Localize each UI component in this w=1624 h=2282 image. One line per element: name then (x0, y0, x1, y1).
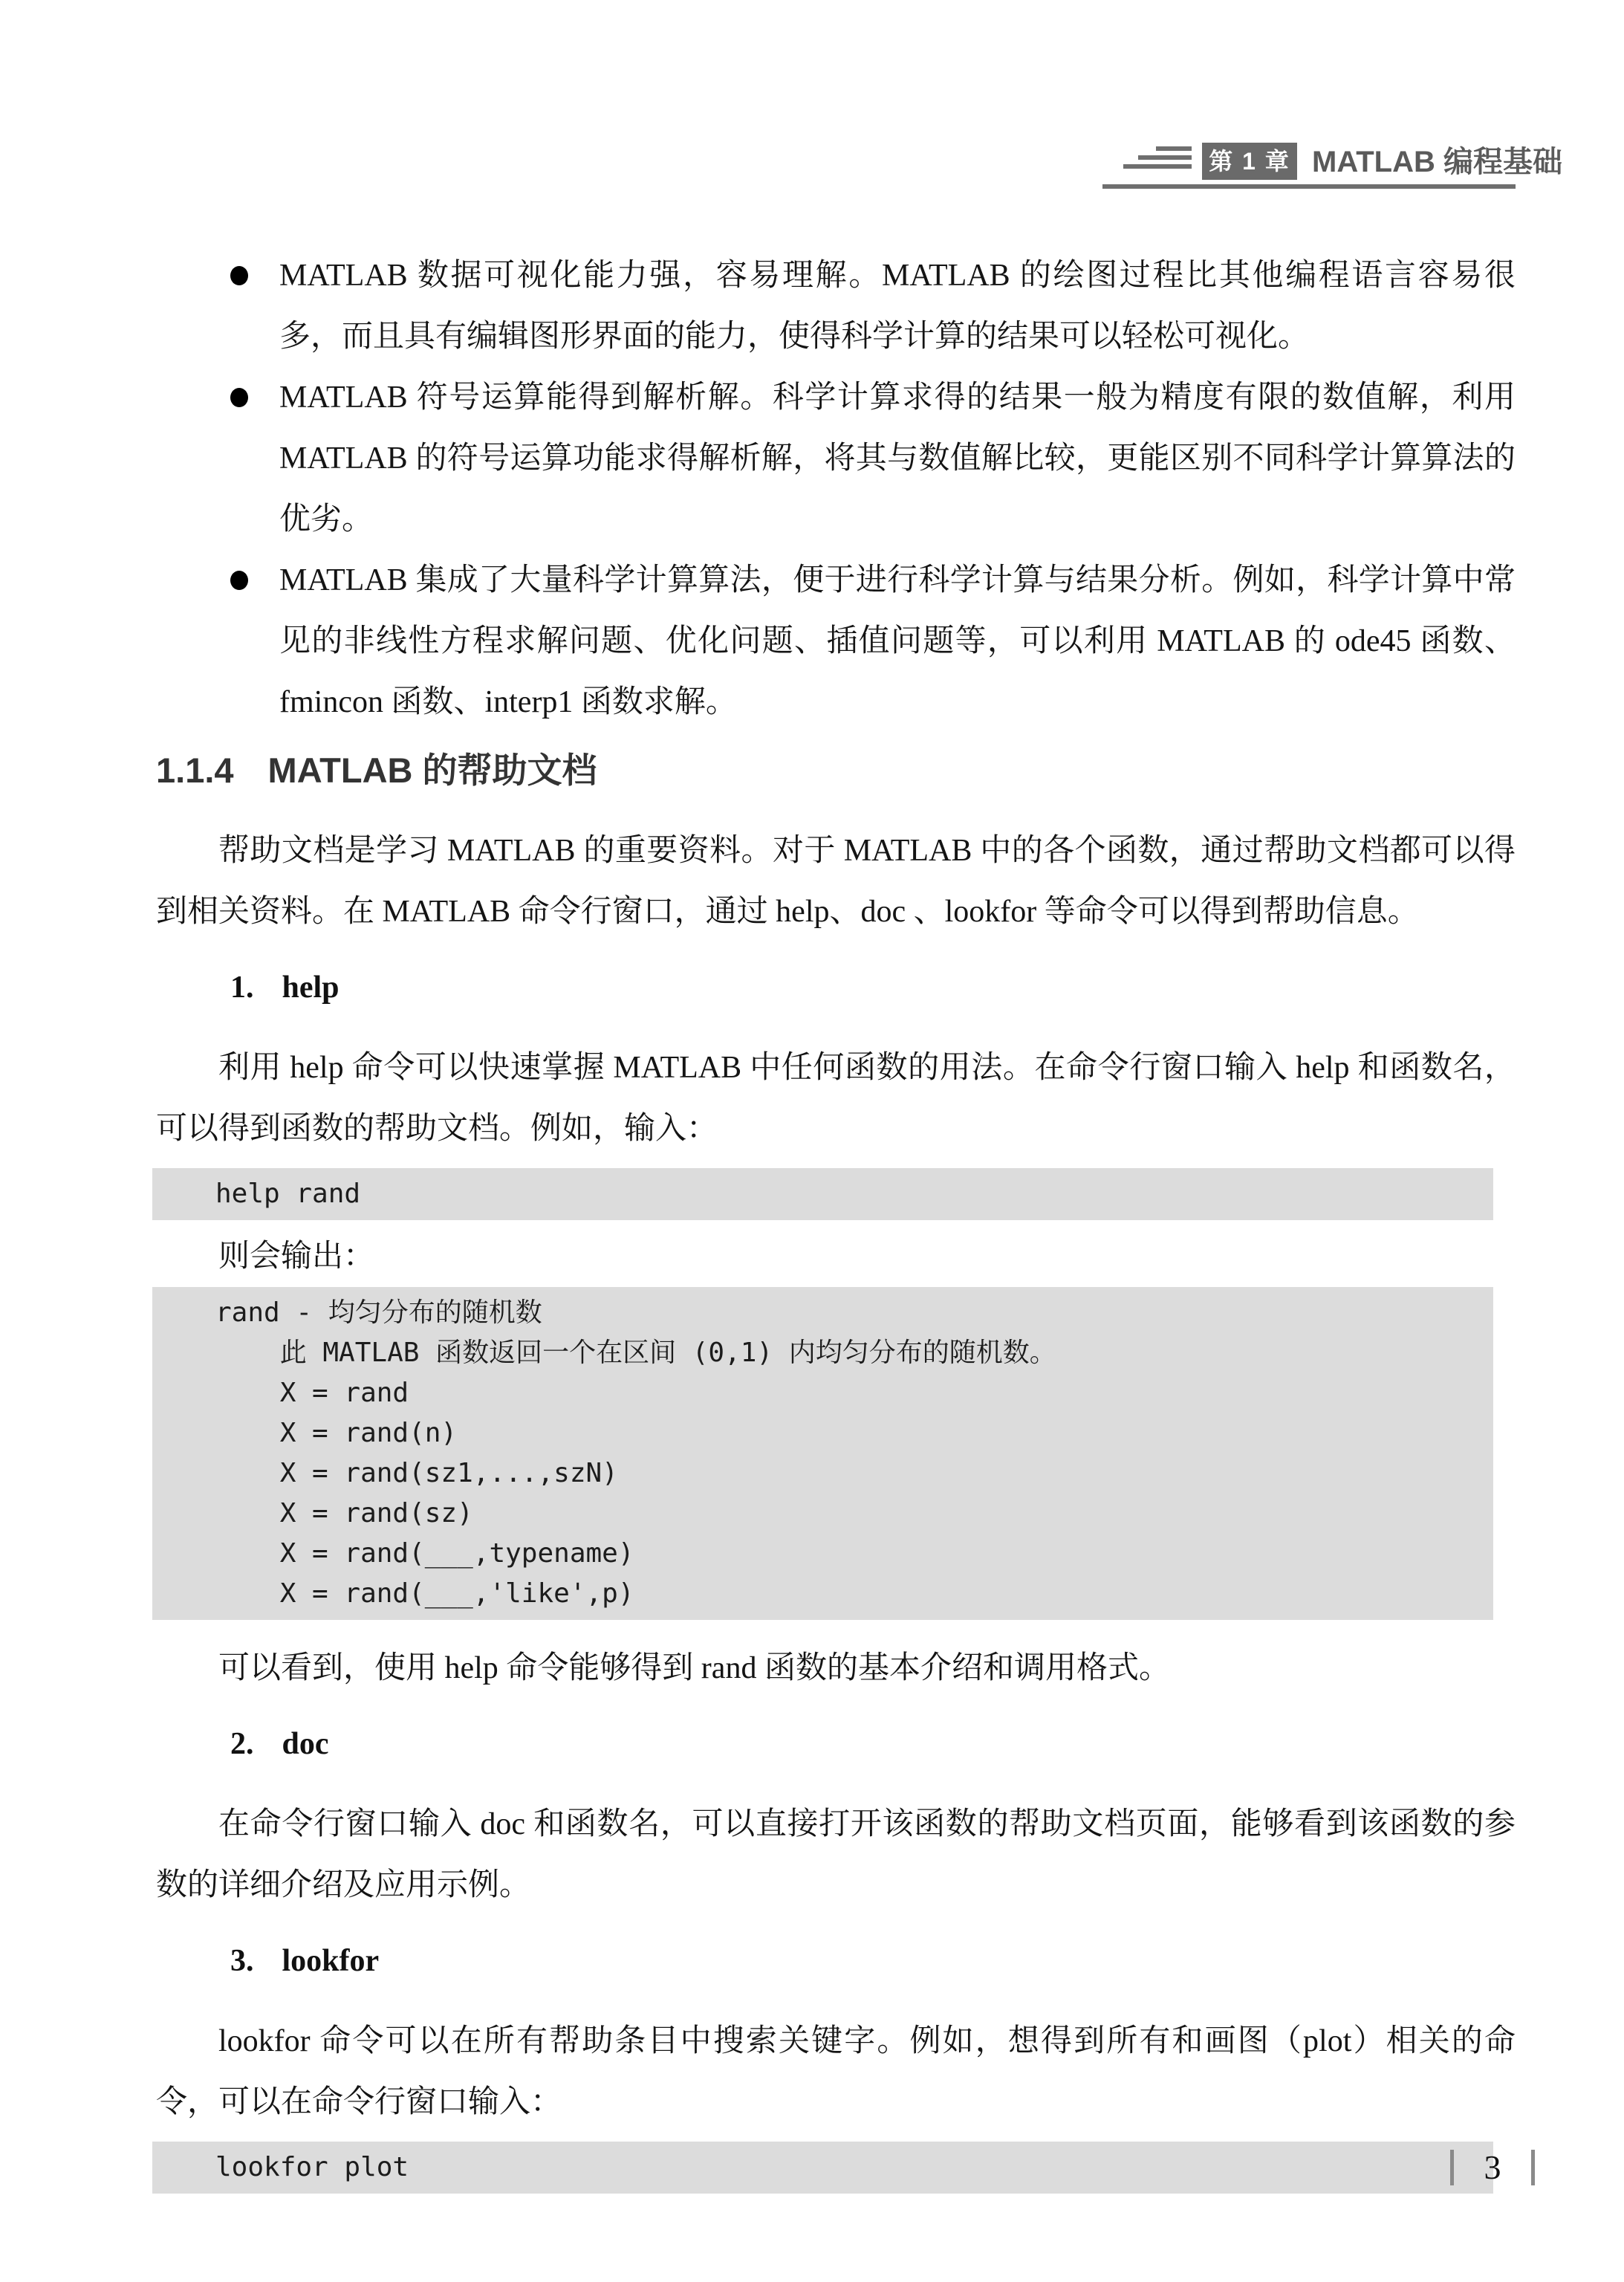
intro-paragraph: 帮助文档是学习 MATLAB 的重要资料。对于 MATLAB 中的各个函数，通过帮助文档都可以得到相关资料。在 MATLAB 命令行窗口，通过 help、doc 、lookfor 等命令可以得到帮助信息。 (156, 834, 1516, 929)
section-number: 1.1.4 (156, 751, 234, 790)
list-item (230, 245, 1516, 367)
code-line: rand - 均匀分布的随机数 (215, 1297, 542, 1328)
lookfor-intro-paragraph: lookfor 命令可以在所有帮助条目中搜索关键字。例如，想得到所有和画图（plot）相关的命令，可以在命令行窗口输入： (156, 2024, 1516, 2119)
feature-bullet-list (230, 245, 1516, 733)
code-line: lookfor plot (215, 2152, 409, 2182)
code-line: X = rand(n) (215, 1418, 458, 1448)
output-label-paragraph: 则会输出： (218, 1239, 375, 1274)
bullet-icon (230, 266, 248, 285)
chapter-number-badge: 第 1 章 (1202, 143, 1297, 180)
code-block-help-output (152, 1287, 1493, 1620)
code-line: X = rand (215, 1378, 409, 1408)
code-block-help-command (152, 1168, 1493, 1220)
doc-intro-paragraph: 在命令行窗口输入 doc 和函数名，可以直接打开该函数的帮助文档页面，能够看到该函数的参数的详细介绍及应用示例。 (156, 1807, 1516, 1902)
bullet-text: MATLAB 集成了大量科学计算算法，便于进行科学计算与结果分析。例如，科学计算中常见的非线性方程求解问题、优化问题、插值问题等，可以利用 MATLAB 的 ode45 函数、fmincon 函数、interp1 函数求解。 (279, 563, 1516, 719)
code-line: X = rand(___,'like',p) (215, 1578, 634, 1609)
subsection-number: 3. (230, 1944, 254, 1978)
code-line: X = rand(sz1,...,szN) (215, 1458, 618, 1488)
subsection-heading-doc (230, 1725, 1516, 1763)
help-conclusion-paragraph: 可以看到，使用 help 命令能够得到 rand 函数的基本介绍和调用格式。 (218, 1651, 1170, 1685)
section-heading (156, 751, 1516, 791)
page-content (156, 245, 1516, 2194)
subsection-label: help (282, 970, 340, 1005)
page-number: 3 (1484, 2148, 1501, 2186)
header-rule-divider (1102, 184, 1516, 189)
header-speed-line-icon (1123, 164, 1192, 169)
page-footer (1450, 2148, 1535, 2187)
code-line: 此 MATLAB 函数返回一个在区间 (0,1) 内均匀分布的随机数。 (215, 1338, 1056, 1368)
list-item (230, 367, 1516, 550)
header-speed-line-icon (1138, 155, 1192, 160)
code-line: help rand (215, 1179, 361, 1209)
subsection-number: 1. (230, 970, 254, 1005)
bullet-icon (230, 571, 248, 590)
subsection-label: lookfor (282, 1944, 380, 1978)
subsection-heading-help (230, 969, 1516, 1006)
code-line: X = rand(sz) (215, 1498, 473, 1529)
bullet-text: MATLAB 数据可视化能力强，容易理解。MATLAB 的绘图过程比其他编程语言容易很多，而且具有编辑图形界面的能力，使得科学计算的结果可以轻松可视化。 (279, 259, 1516, 354)
section-title: MATLAB 的帮助文档 (267, 751, 597, 790)
bullet-icon (230, 388, 248, 407)
help-intro-paragraph: 利用 help 命令可以快速掌握 MATLAB 中任何函数的用法。在命令行窗口输入 help 和函数名，可以得到函数的帮助文档。例如，输入： (156, 1051, 1516, 1146)
subsection-label: doc (282, 1727, 329, 1761)
list-item (230, 550, 1516, 733)
footer-right-bar (1531, 2150, 1535, 2185)
chapter-title: MATLAB 编程基础 (1312, 146, 1562, 178)
subsection-number: 2. (230, 1727, 254, 1761)
code-block-lookfor-command (152, 2142, 1493, 2194)
bullet-text: MATLAB 符号运算能得到解析解。科学计算求得的结果一般为精度有限的数值解，利用 MATLAB 的符号运算功能求得解析解，将其与数值解比较，更能区别不同科学计算算法的优劣。 (279, 380, 1516, 537)
subsection-heading-lookfor (230, 1942, 1516, 1980)
code-line: X = rand(___,typename) (215, 1538, 634, 1569)
chapter-header (1102, 140, 1562, 189)
header-speed-line-icon (1156, 146, 1192, 151)
